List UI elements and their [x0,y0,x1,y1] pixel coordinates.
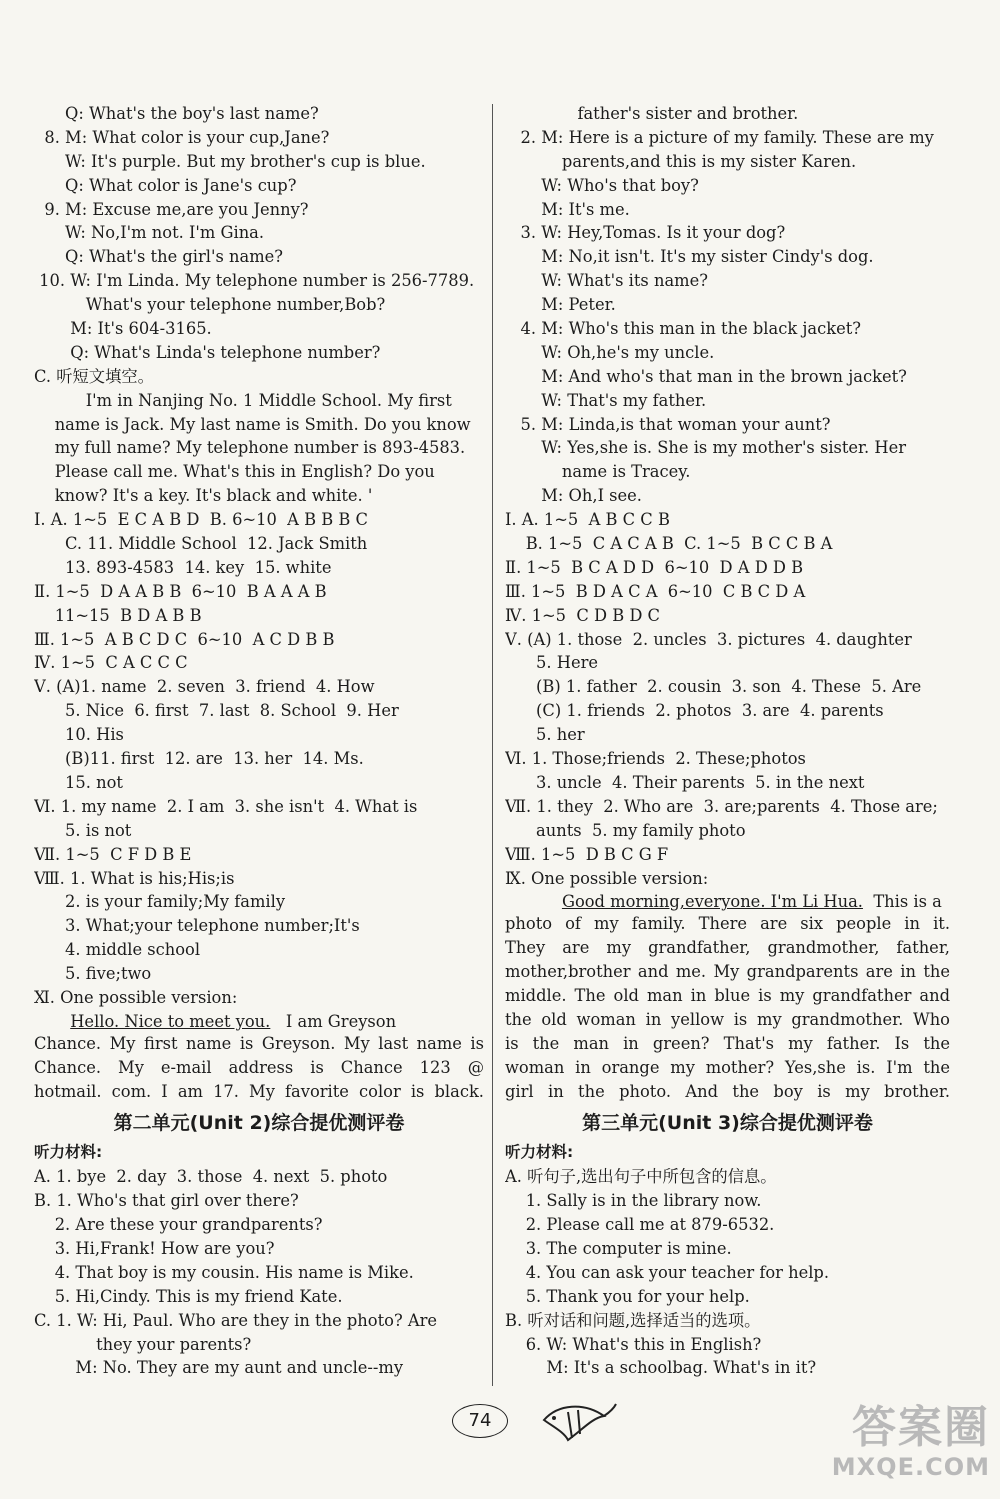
essay-line: woman in orange my mother? Yes,she is. I'm the [505,1057,950,1077]
listening-line: A. 听句子,选出句子中所包含的信息。 [505,1167,777,1187]
essay-line: Chance. My first name is Greyson. My last name is [34,1033,484,1053]
answer-line: 2. is your family;My family [34,892,286,912]
answer-line: W: Yes,she is. She is my mother's sister. Her [505,438,907,458]
left-essay [34,1034,484,1106]
watermark-logo: 答案圈 [852,1402,990,1453]
answer-line: Ⅰ. A. 1~5 E C A B D B. 6~10 A B B B C [34,510,368,530]
watermark [790,1403,990,1491]
answer-line: 10. W: I'm Linda. My telephone number is 256-7789. [34,271,475,291]
listening-line: M: It's a schoolbag. What's in it? [505,1358,817,1378]
essay-line: the old woman in yellow is my grandmother. Who [505,1009,950,1029]
essay-line: mother,brother and me. My grandparents are in the [505,962,950,982]
essay-line: hotmail. com. I am 17. My favorite color is black. [34,1081,484,1101]
answer-line: aunts 5. my family photo [505,820,746,840]
listening-line: B. 听对话和问题,选择适当的选项。 [505,1310,761,1330]
answer-line: Ⅵ. 1. Those;friends 2. These;photos [505,749,806,769]
listening-line: A. 1. bye 2. day 3. those 4. next 5. photo [34,1167,388,1187]
answer-line: W: It's purple. But my brother's cup is blue. [34,151,426,171]
answer-line: W: Oh,he's my uncle. [505,342,715,362]
answer-line: 5. is not [34,820,132,840]
listening-line: 3. Hi,Frank! How are you? [34,1238,275,1258]
answer-line: 2. M: Here is a picture of my family. These are my [505,127,934,147]
answer-line: Ⅱ. 1~5 D A A B B 6~10 B A A A B [34,581,327,601]
listening-line: 6. W: What's this in English? [505,1334,762,1354]
answer-line: (B)11. first 12. are 13. her 14. Ms. [34,749,364,769]
listening-line: 2. Are these your grandparents? [34,1215,323,1235]
answer-line: name is Jack. My last name is Smith. Do you know [34,414,471,434]
answer-line: 3. What;your telephone number;It's [34,916,360,936]
essay-line: girl in the photo. And the boy is my brother. [505,1081,950,1101]
answer-line: Ⅰ. A. 1~5 A B C C B [505,510,670,530]
answer-line: my full name? My telephone number is 893-4583. [34,438,466,458]
answer-line: name is Tracey. [505,462,691,482]
listening-line: C. 1. W: Hi, Paul. Who are they in the photo? Are [34,1310,438,1330]
essay-line: photo of my family. There are six people in it. [505,914,950,934]
answer-line: parents,and this is my sister Karen. [505,151,857,171]
answer-line: 4. M: Who's this man in the black jacket? [505,319,862,339]
answer-line: M: It's 604-3165. [34,319,212,339]
answer-line: Ⅱ. 1~5 B C A D D 6~10 D A D D B [505,557,804,577]
page-number: 74 [452,1404,508,1438]
answer-line: W: No,I'm not. I'm Gina. [34,223,265,243]
listening-line: 5. Thank you for your help. [505,1286,750,1306]
answer-line: What's your telephone number,Bob? [34,295,386,315]
unit3-subheading: 听力材料: [505,1143,574,1162]
answer-line: 5. her [505,725,585,745]
answer-line: 11~15 B D A B B [34,605,202,625]
answer-line: M: And who's that man in the brown jacket? [505,366,907,386]
answer-line: Ⅷ. 1~5 D B C G F [505,844,669,864]
answer-line: Ⅲ. 1~5 B D A C A 6~10 C B C D A [505,581,806,601]
answer-line: Ⅶ. 1. they 2. Who are 3. are;parents 4. Those are; [505,796,938,816]
answer-line: I'm in Nanjing No. 1 Middle School. My first [34,390,452,410]
answer-line: (B) 1. father 2. cousin 3. son 4. These 5. Are [505,677,922,697]
answer-line: Q: What's the girl's name? [34,247,283,267]
essay-line: They are my grandfather, grandmother, father, [505,938,950,958]
answer-line: 5. Nice 6. first 7. last 8. School 9. Her [34,701,399,721]
answer-line: W: What's its name? [505,271,708,291]
essay-line: Chance. My e-mail address is Chance 123 @ [34,1057,484,1077]
answer-line: 4. middle school [34,940,201,960]
answer-line: B. 1~5 C A C A B C. 1~5 B C C B A [505,534,833,554]
answer-line: W: That's my father. [505,390,707,410]
unit3-lines [505,1165,950,1380]
page-footer [452,1400,622,1450]
answer-line: Ⅺ. One possible version: [34,987,238,1007]
listening-line: 5. Hi,Cindy. This is my friend Kate. [34,1286,343,1306]
answer-line: Ⅷ. 1. What is his;His;is [34,868,235,888]
listening-line: they your parents? [34,1334,252,1354]
answer-line: M: It's me. [505,199,630,219]
unit2-subheading: 听力材料: [34,1143,103,1162]
left-essay-rest: I am Greyson [285,1011,397,1031]
listening-line: B. 1. Who's that girl over there? [34,1191,299,1211]
unit2-heading: 第二单元(Unit 2)综合提优测评卷 [113,1112,405,1135]
answer-line: C. 11. Middle School 12. Jack Smith [34,534,368,554]
listening-line: M: No. They are my aunt and uncle--my [34,1358,404,1378]
answer-line: 5. Here [505,653,599,673]
answer-line: Ⅵ. 1. my name 2. I am 3. she isn't 4. What is [34,796,418,816]
column-divider [492,104,493,1386]
answer-line: Ⅲ. 1~5 A B C D C 6~10 A C D B B [34,629,335,649]
answer-line: Please call me. What's this in English? Do you [34,462,435,482]
answer-line: Ⅶ. 1~5 C F D B E [34,844,192,864]
answer-line: M: Peter. [505,295,616,315]
answer-line: (C) 1. friends 2. photos 3. are 4. parents [505,701,884,721]
right-essay [505,914,950,1105]
left-column [34,102,484,1380]
answer-line: Q: What color is Jane's cup? [34,175,297,195]
left-essay-underlined: Hello. Nice to meet you. [70,1011,271,1031]
answer-line: know? It's a key. It's black and white. ' [34,486,373,506]
right-answer-lines [505,102,950,890]
listening-line: 4. That boy is my cousin. His name is Mike. [34,1262,414,1282]
unit2-lines [34,1165,484,1380]
answer-line: 9. M: Excuse me,are you Jenny? [34,199,309,219]
answer-line: Q: What's the boy's last name? [34,104,319,123]
answer-line: Ⅸ. One possible version: [505,868,709,888]
answer-line: M: No,it isn't. It's my sister Cindy's dog. [505,247,874,267]
answer-line: W: Who's that boy? [505,175,699,195]
answer-line: Ⅳ. 1~5 C A C C C [34,653,188,673]
answer-line: Q: What's Linda's telephone number? [34,342,381,362]
answer-line: 10. His [34,725,124,745]
left-essay-first-line [34,1010,484,1034]
answer-line: 3. uncle 4. Their parents 5. in the next [505,772,865,792]
answer-line: 5. M: Linda,is that woman your aunt? [505,414,831,434]
right-essay-underlined: Good morning,everyone. I'm Li Hua. [561,892,863,912]
essay-line: middle. The old man in blue is my grandfather and [505,985,950,1005]
right-essay-first-line [505,890,950,914]
right-essay-rest: This is a [873,892,942,912]
answer-line: Ⅴ. (A) 1. those 2. uncles 3. pictures 4. daughter [505,629,912,649]
answer-line: M: Oh,I see. [505,486,642,506]
answer-line: 8. M: What color is your cup,Jane? [34,127,330,147]
answer-line: 13. 893-4583 14. key 15. white [34,557,332,577]
right-column [505,102,950,1380]
unit3-heading: 第三单元(Unit 3)综合提优测评卷 [582,1112,873,1135]
listening-line: 1. Sally is in the library now. [505,1191,762,1211]
answer-line: Ⅳ. 1~5 C D B D C [505,605,661,625]
answer-line: 15. not [34,772,123,792]
left-answer-lines [34,102,484,1010]
answer-line: father's sister and brother. [505,104,799,123]
listening-line: 4. You can ask your teacher for help. [505,1262,830,1282]
fish-decoration-icon [538,1400,618,1446]
answer-line: 5. five;two [34,964,152,984]
watermark-site: MXQE.COM [831,1453,990,1481]
answer-line: C. 听短文填空。 [34,366,154,386]
listening-line: 3. The computer is mine. [505,1238,732,1258]
listening-line: 2. Please call me at 879-6532. [505,1215,775,1235]
essay-line: is the man in green? That's my father. Is the [505,1033,950,1053]
answer-line: Ⅴ. (A)1. name 2. seven 3. friend 4. How [34,677,375,697]
answer-line: 3. W: Hey,Tomas. Is it your dog? [505,223,786,243]
